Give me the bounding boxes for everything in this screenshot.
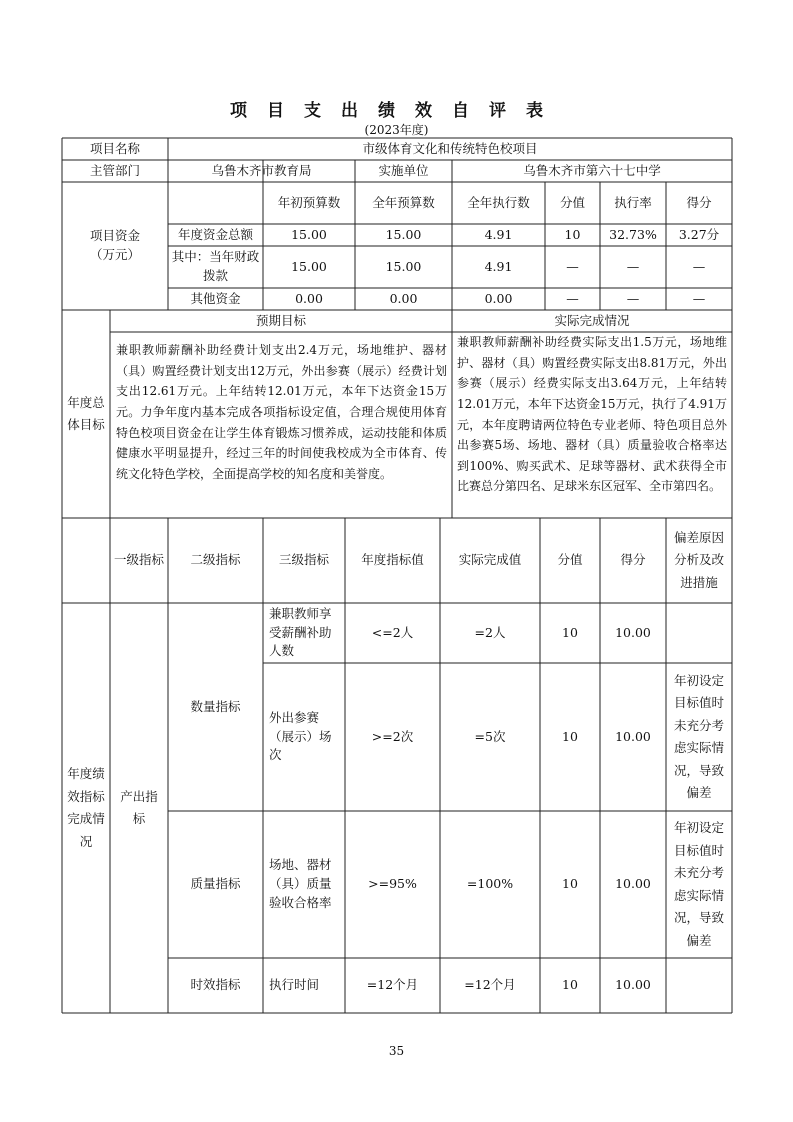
expected-goal-header: 预期目标 [255,312,306,328]
dept-value: 乌鲁木齐市教育局 [211,162,312,178]
row-level3: 外出参赛（展示）场次 [269,709,332,763]
funds-header-executed: 全年执行数 [467,194,530,210]
actual-result-header: 实际完成情况 [554,312,630,328]
funds-row-executed: 4.91 [484,226,513,242]
group-quantity: 数量指标 [190,698,241,714]
funds-row-budget-year: 15.00 [385,258,422,274]
header-actual: 实际完成值 [458,552,522,568]
funds-header-rate: 执行率 [614,194,652,210]
project-name-label: 项目名称 [89,140,140,156]
row-actual: =12个月 [464,977,516,993]
row-score-value: 10 [562,624,578,640]
funds-unit: （万元） [89,247,140,262]
row-deviation: 年初设定目标值时未充分考虑实际情况，导致偏差 [673,672,724,800]
row-score: 10.00 [615,876,651,892]
group-timeliness: 时效指标 [190,977,241,993]
expected-goal-text: 兼职教师薪酬补助经费计划支出2.4万元，场地维护、器材（具）购置经费计划支出12万元，外出参赛（展示）经费计划支出12.61万元。上年结转12.01万元，本年下达资金15万元。力争年度内基本完成各项指标设定值，合理合规使用体育特色校项目资金在让学生体育锻炼习惯养成，运动技能和体质健康水平明显提升，经过三年的时间使我校成为全市体育、传统文化特色学校，全面提高学校的知名度和美誉度。 [116,343,447,481]
funds-header-score-value: 分值 [559,194,585,210]
funds-row-rate: — [626,290,640,306]
goals-label: 年度总体目标 [67,394,105,432]
funds-row-score-value: — [566,258,579,274]
row-target: >=95% [368,876,417,892]
funds-label [62,182,168,310]
funds-row-budget-start: 15.00 [291,258,327,274]
header-target: 年度指标值 [361,552,424,568]
impl-unit-label: 实施单位 [378,162,429,178]
funds-label-text: 项目资金 [89,228,140,244]
row-target: <=2人 [371,624,414,640]
funds-row-executed: 4.91 [484,258,513,274]
funds-row-score-value: 10 [564,226,581,242]
header-level2: 二级指标 [190,552,241,568]
row-score-value: 10 [562,728,578,744]
dept-label: 主管部门 [89,162,140,178]
page-number: 35 [388,1044,405,1058]
row-level3: 执行时间 [269,977,320,993]
page-subtitle: (2023年度) [364,123,429,137]
row-level3: 兼职教师享受薪酬补助人数 [269,605,332,659]
funds-row-name: 其他资金 [190,290,241,306]
header-score-value: 分值 [557,552,583,568]
header-level1: 一级指标 [113,552,164,568]
row-deviation [668,603,730,663]
funds-header-budget-year: 全年预算数 [372,194,435,210]
row-score-value: 10 [562,876,578,892]
row-score-value: 10 [562,977,578,993]
indicators-section-label: 年度绩效指标完成情况 [67,766,105,849]
row-actual: =5次 [474,728,506,744]
header-level3: 三级指标 [278,552,329,568]
row-deviation [668,958,730,1013]
impl-unit-value: 乌鲁木齐市第六十七中学 [523,162,661,178]
funds-header-score: 得分 [686,194,712,210]
funds-row-score: — [692,258,706,274]
funds-row-budget-year: 15.00 [385,226,422,242]
funds-row-executed: 0.00 [484,290,513,306]
project-name-value: 市级体育文化和传统特色校项目 [362,140,538,156]
funds-row-budget-start: 15.00 [291,226,327,242]
row-score: 10.00 [615,624,651,640]
row-target: >=2次 [371,728,414,744]
funds-header-budget-start: 年初预算数 [277,194,341,210]
page-title: 项目支出绩效自评表 [230,101,563,121]
funds-row-budget-start: 0.00 [295,290,323,306]
funds-row-score-value: — [566,290,579,306]
row-deviation: 年初设定目标值时未充分考虑实际情况，导致偏差 [673,820,724,948]
funds-row-name: 年度资金总额 [177,226,253,242]
header-score: 得分 [620,552,646,568]
group-quality: 质量指标 [190,876,241,892]
row-actual: =2人 [474,624,506,640]
funds-row-name: 其中：当年财政拨款 [171,249,260,283]
funds-row-rate: — [626,258,640,274]
funds-row-score: 3.27分 [678,226,720,242]
row-target: =12个月 [366,977,419,993]
level1-output: 产出指标 [120,788,158,826]
row-actual: =100% [466,876,514,892]
actual-result-text: 兼职教师薪酬补助经费实际支出1.5万元，场地维护、器材（具）购置经费实际支出8.81万元，外出参赛（展示）经费实际支出3.64万元，上年结转12.01万元，本年下达资金15万元，执行了4.91万元，本年度聘请两位特色专业老师、特色项目总外出参赛5场、场地、器材（具）质量验收合格率达到100%、购买武术、足球等器材、武术获得全市比赛总分第四名、足球米东区冠军、全市第四名。 [457,335,727,494]
funds-row-rate: 32.73% [609,226,657,242]
row-score: 10.00 [615,977,651,993]
funds-row-score: — [692,290,706,306]
row-score: 10.00 [615,728,651,744]
row-level3: 场地、器材（具）质量验收合格率 [269,857,332,910]
header-deviation: 偏差原因分析及改进措施 [673,529,724,590]
funds-row-budget-year: 0.00 [389,290,418,306]
